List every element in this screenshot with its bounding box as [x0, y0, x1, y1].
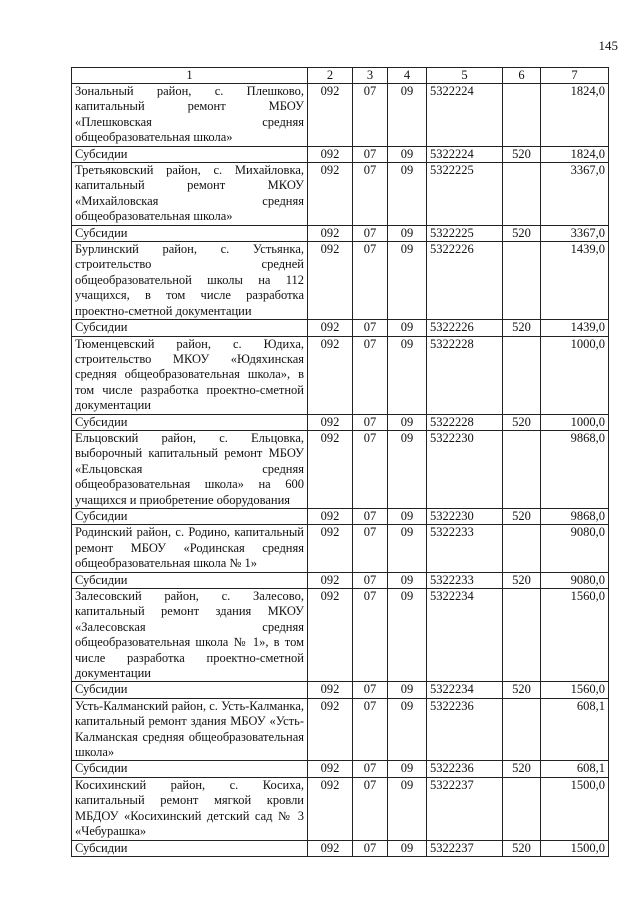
row-pr-code: 09	[388, 777, 427, 840]
header-col-1: 1	[72, 68, 308, 84]
row-vr-code	[503, 777, 541, 840]
table-row	[72, 508, 609, 524]
header-col-3: 3	[353, 68, 388, 84]
table-row	[72, 84, 609, 147]
row-vr-code: 520	[503, 761, 541, 777]
row-sum: 1824,0	[541, 84, 609, 147]
row-vr-code: 520	[503, 225, 541, 241]
row-rz-code: 07	[353, 698, 388, 761]
row-pr-code: 09	[388, 242, 427, 320]
row-csr-code: 5322236	[427, 761, 503, 777]
row-name: Косихинский район, с. Косиха, капитальный ремонт мягкой кровли МБДОУ «Косихинский детский сад № 3 «Чебурашка»	[72, 777, 308, 840]
row-sum: 608,1	[541, 698, 609, 761]
row-sum: 9080,0	[541, 525, 609, 572]
table-row	[72, 146, 609, 162]
table-row	[72, 698, 609, 761]
page-number: 145	[598, 38, 618, 53]
row-sum: 1500,0	[541, 777, 609, 840]
row-rz-code: 07	[353, 320, 388, 336]
row-name: Усть-Калманский район, с. Усть-Калманка, капитальный ремонт здания МБОУ «Усть-Калманская средняя общеобразовательная школа»	[72, 698, 308, 761]
row-csr-code: 5322226	[427, 320, 503, 336]
row-pr-code: 09	[388, 320, 427, 336]
row-vr-code	[503, 430, 541, 508]
row-csr-code: 5322226	[427, 242, 503, 320]
row-sum: 1439,0	[541, 242, 609, 320]
budget-table	[71, 67, 609, 857]
table-row	[72, 242, 609, 320]
header-col-2: 2	[308, 68, 353, 84]
row-vr-code: 520	[503, 682, 541, 698]
row-sum: 9080,0	[541, 572, 609, 588]
row-rz-code: 07	[353, 225, 388, 241]
table-row	[72, 336, 609, 414]
row-rz-code: 07	[353, 508, 388, 524]
row-pr-code: 09	[388, 414, 427, 430]
row-vr-code	[503, 525, 541, 572]
row-rz-code: 07	[353, 777, 388, 840]
header-col-6: 6	[503, 68, 541, 84]
row-rz-code: 07	[353, 572, 388, 588]
row-vr-code	[503, 336, 541, 414]
row-name: Родинский район, с. Родино, капитальный ремонт МБОУ «Родинская средняя общеобразовательная школа № 1»	[72, 525, 308, 572]
table-row	[72, 572, 609, 588]
row-pr-code: 09	[388, 840, 427, 856]
row-name: Третьяковский район, с. Михайловка, капитальный ремонт МКОУ «Михайловская средняя общеобразовательная школа»	[72, 163, 308, 226]
header-col-4: 4	[388, 68, 427, 84]
table-row	[72, 682, 609, 698]
row-sum: 1500,0	[541, 840, 609, 856]
row-pr-code: 09	[388, 589, 427, 682]
row-csr-code: 5322225	[427, 163, 503, 226]
row-csr-code: 5322230	[427, 508, 503, 524]
row-csr-code: 5322224	[427, 84, 503, 147]
table-row	[72, 414, 609, 430]
row-rz-code: 07	[353, 525, 388, 572]
row-rz-code: 07	[353, 146, 388, 162]
row-csr-code: 5322230	[427, 430, 503, 508]
row-pr-code: 09	[388, 572, 427, 588]
row-rz-code: 07	[353, 242, 388, 320]
row-csr-code: 5322225	[427, 225, 503, 241]
row-gr-code: 092	[308, 572, 353, 588]
row-rz-code: 07	[353, 163, 388, 226]
row-pr-code: 09	[388, 225, 427, 241]
row-name: Субсидии	[72, 225, 308, 241]
row-vr-code: 520	[503, 508, 541, 524]
row-gr-code: 092	[308, 414, 353, 430]
row-name: Залесовский район, с. Залесово, капитальный ремонт здания МКОУ «Залесовская средняя общеобразовательная школа № 1», в том числе разработка проектно-сметной документации	[72, 589, 308, 682]
row-rz-code: 07	[353, 414, 388, 430]
row-pr-code: 09	[388, 508, 427, 524]
row-csr-code: 5322228	[427, 336, 503, 414]
row-rz-code: 07	[353, 761, 388, 777]
row-pr-code: 09	[388, 682, 427, 698]
row-rz-code: 07	[353, 682, 388, 698]
row-sum: 1000,0	[541, 414, 609, 430]
row-name: Субсидии	[72, 508, 308, 524]
row-vr-code: 520	[503, 840, 541, 856]
row-name: Тюменцевский район, с. Юдиха, строительство МКОУ «Юдяхинская средняя общеобразовательная школа», в том числе разработка проектно-сметной документации	[72, 336, 308, 414]
row-csr-code: 5322233	[427, 572, 503, 588]
row-csr-code: 5322234	[427, 589, 503, 682]
row-name: Ельцовский район, с. Ельцовка, выборочный капитальный ремонт МБОУ «Ельцовская средняя общеобразовательная школа» на 600 учащихся и приобретение оборудования	[72, 430, 308, 508]
row-name: Субсидии	[72, 146, 308, 162]
row-gr-code: 092	[308, 163, 353, 226]
row-csr-code: 5322228	[427, 414, 503, 430]
table-row	[72, 430, 609, 508]
header-col-7: 7	[541, 68, 609, 84]
row-gr-code: 092	[308, 84, 353, 147]
row-vr-code	[503, 242, 541, 320]
row-sum: 1824,0	[541, 146, 609, 162]
row-name: Бурлинский район, с. Устьянка, строительство средней общеобразовательной школы на 112 учащихся, в том числе разработка проектно-сметной документации	[72, 242, 308, 320]
row-sum: 1000,0	[541, 336, 609, 414]
header-col-5: 5	[427, 68, 503, 84]
row-vr-code	[503, 698, 541, 761]
row-name: Субсидии	[72, 414, 308, 430]
table-row	[72, 525, 609, 572]
row-csr-code: 5322224	[427, 146, 503, 162]
row-vr-code: 520	[503, 146, 541, 162]
row-sum: 608,1	[541, 761, 609, 777]
row-csr-code: 5322237	[427, 840, 503, 856]
row-name: Субсидии	[72, 572, 308, 588]
row-pr-code: 09	[388, 761, 427, 777]
row-vr-code: 520	[503, 414, 541, 430]
row-rz-code: 07	[353, 589, 388, 682]
row-rz-code: 07	[353, 336, 388, 414]
row-name: Субсидии	[72, 682, 308, 698]
row-vr-code: 520	[503, 572, 541, 588]
row-gr-code: 092	[308, 225, 353, 241]
row-sum: 1560,0	[541, 682, 609, 698]
table-row	[72, 840, 609, 856]
row-gr-code: 092	[308, 840, 353, 856]
row-gr-code: 092	[308, 508, 353, 524]
row-pr-code: 09	[388, 430, 427, 508]
row-csr-code: 5322234	[427, 682, 503, 698]
table-header-row	[72, 68, 609, 84]
row-sum: 3367,0	[541, 225, 609, 241]
row-pr-code: 09	[388, 698, 427, 761]
row-vr-code	[503, 589, 541, 682]
row-csr-code: 5322236	[427, 698, 503, 761]
row-vr-code	[503, 163, 541, 226]
row-name: Субсидии	[72, 761, 308, 777]
row-gr-code: 092	[308, 761, 353, 777]
row-vr-code	[503, 84, 541, 147]
row-name: Субсидии	[72, 840, 308, 856]
table-row	[72, 589, 609, 682]
row-rz-code: 07	[353, 430, 388, 508]
row-rz-code: 07	[353, 84, 388, 147]
row-sum: 9868,0	[541, 508, 609, 524]
row-gr-code: 092	[308, 589, 353, 682]
row-pr-code: 09	[388, 525, 427, 572]
row-pr-code: 09	[388, 336, 427, 414]
row-gr-code: 092	[308, 698, 353, 761]
row-sum: 3367,0	[541, 163, 609, 226]
row-csr-code: 5322233	[427, 525, 503, 572]
row-rz-code: 07	[353, 840, 388, 856]
row-name: Зональный район, с. Плешково, капитальный ремонт МБОУ «Плешковская средняя общеобразовательная школа»	[72, 84, 308, 147]
row-gr-code: 092	[308, 242, 353, 320]
row-vr-code: 520	[503, 320, 541, 336]
table-row	[72, 225, 609, 241]
row-gr-code: 092	[308, 777, 353, 840]
table-row	[72, 320, 609, 336]
row-gr-code: 092	[308, 430, 353, 508]
table-row	[72, 761, 609, 777]
row-sum: 9868,0	[541, 430, 609, 508]
row-gr-code: 092	[308, 525, 353, 572]
row-sum: 1439,0	[541, 320, 609, 336]
row-pr-code: 09	[388, 163, 427, 226]
row-pr-code: 09	[388, 84, 427, 147]
row-gr-code: 092	[308, 146, 353, 162]
row-gr-code: 092	[308, 336, 353, 414]
row-gr-code: 092	[308, 320, 353, 336]
table-row	[72, 777, 609, 840]
row-pr-code: 09	[388, 146, 427, 162]
row-name: Субсидии	[72, 320, 308, 336]
row-sum: 1560,0	[541, 589, 609, 682]
row-csr-code: 5322237	[427, 777, 503, 840]
table-row	[72, 163, 609, 226]
row-gr-code: 092	[308, 682, 353, 698]
